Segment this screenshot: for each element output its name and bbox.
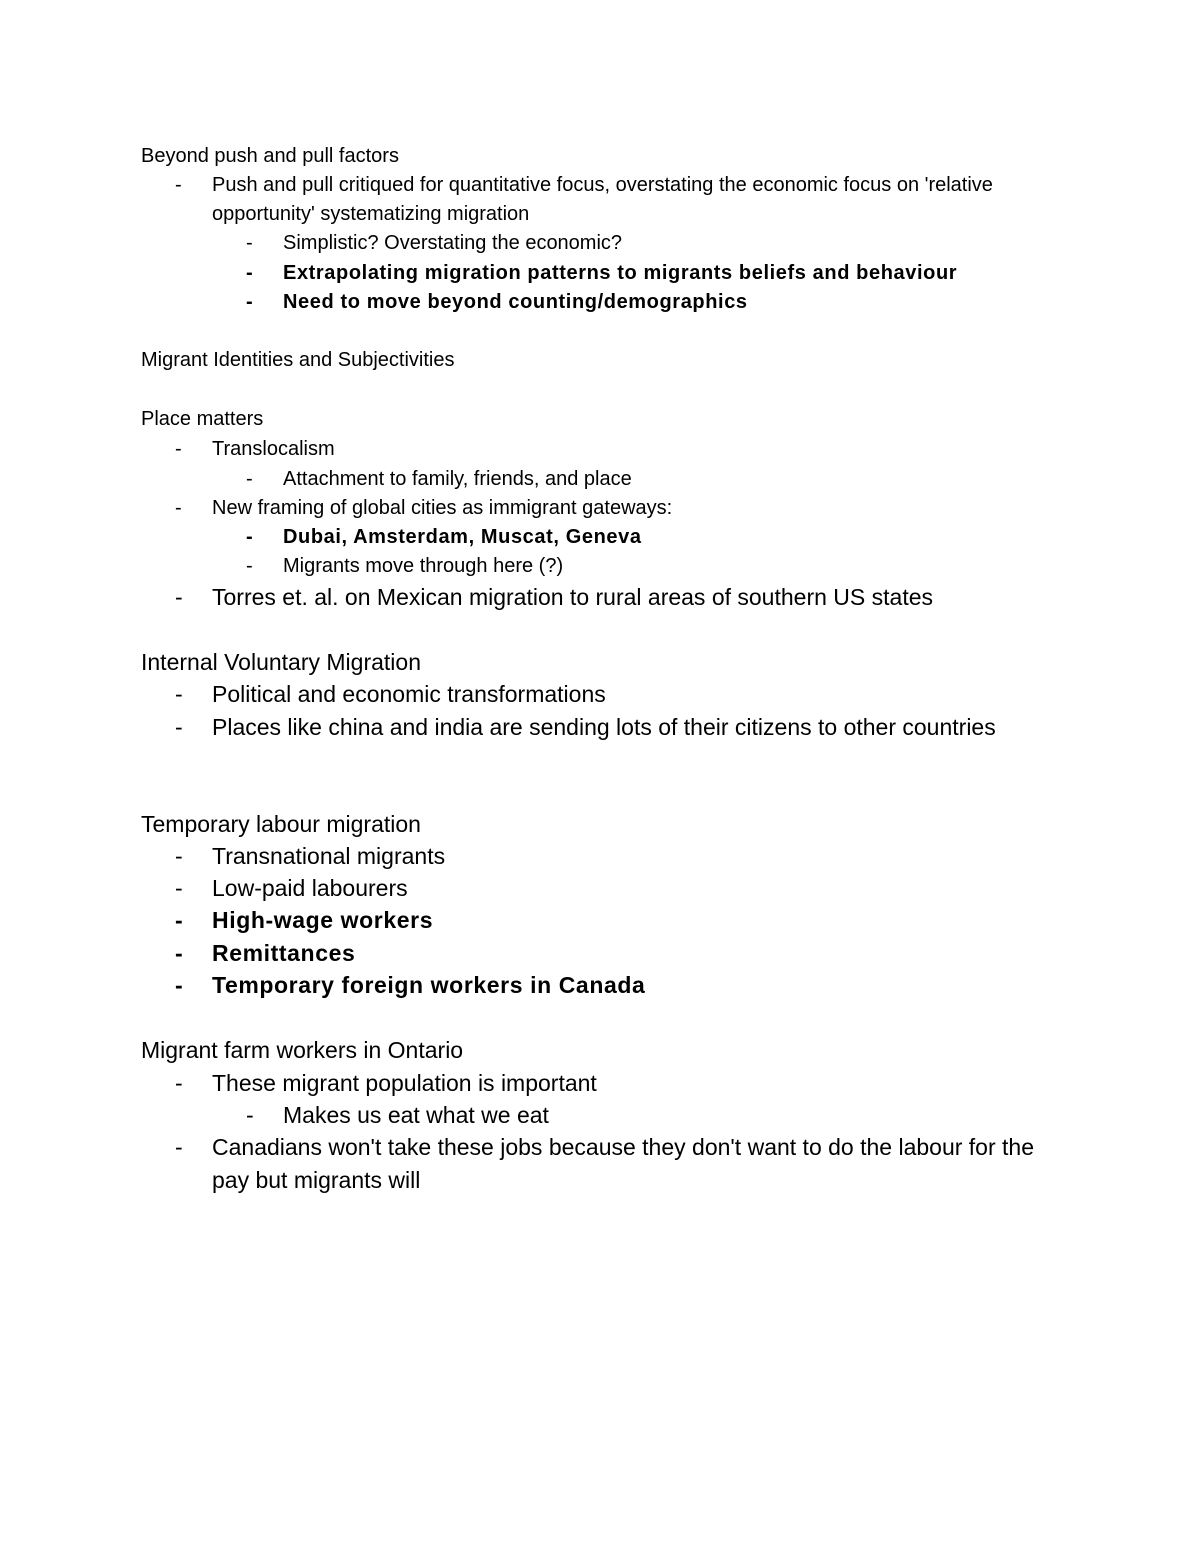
list-item: Migrants move through here (?) — [283, 555, 564, 577]
list-item-continuation: pay but migrants will — [212, 1167, 421, 1193]
section-heading: Internal Voluntary Migration — [141, 649, 421, 675]
list-item: Push and pull critiqued for quantitative focus, overstating the economic focus on 'relative — [212, 174, 993, 196]
bullet-dash: - — [175, 714, 183, 740]
list-item: Political and economic transformations — [212, 681, 606, 707]
section-heading: Place matters — [141, 408, 264, 430]
section-heading: Temporary labour migration — [141, 811, 421, 837]
list-item-bold: Dubai, Amsterdam, Muscat, Geneva — [283, 526, 642, 548]
bullet-dash: - — [175, 174, 182, 196]
list-item-bold: Extrapolating migration patterns to migrants beliefs and behaviour — [283, 262, 958, 284]
section-heading: Migrant Identities and Subjectivities — [141, 349, 455, 371]
bullet-dash: - — [175, 438, 182, 460]
bullet-dash: - — [175, 907, 183, 933]
list-item-bold: Remittances — [212, 940, 356, 966]
list-item: Makes us eat what we eat — [283, 1102, 549, 1128]
bullet-dash: - — [175, 940, 183, 966]
section-heading: Migrant farm workers in Ontario — [141, 1037, 464, 1063]
bullet-dash: - — [175, 875, 183, 901]
bullet-dash: - — [175, 1070, 183, 1096]
bullet-dash: - — [246, 262, 253, 284]
bullet-dash: - — [246, 1102, 254, 1128]
list-item: Attachment to family, friends, and place — [283, 468, 632, 490]
bullet-dash: - — [246, 555, 253, 577]
list-item: These migrant population is important — [212, 1070, 597, 1096]
bullet-dash: - — [175, 497, 182, 519]
section-heading: Beyond push and pull factors — [141, 145, 399, 167]
bullet-dash: - — [246, 526, 253, 548]
list-item: Low-paid labourers — [212, 875, 408, 901]
list-item-bold: High-wage workers — [212, 907, 434, 933]
bullet-dash: - — [175, 843, 183, 869]
bullet-dash: - — [246, 468, 253, 490]
bullet-dash: - — [246, 232, 253, 254]
list-item: New framing of global cities as immigrant gateways: — [212, 497, 673, 519]
list-item-bold: Need to move beyond counting/demographics — [283, 291, 748, 313]
list-item: Canadians won't take these jobs because they don't want to do the labour for the — [212, 1134, 1034, 1160]
list-item: Places like china and india are sending lots of their citizens to other countries — [212, 714, 996, 740]
list-item-continuation: opportunity' systematizing migration — [212, 203, 530, 225]
list-item: Torres et. al. on Mexican migration to rural areas of southern US states — [212, 584, 933, 610]
list-item: Translocalism — [212, 438, 335, 460]
list-item: Transnational migrants — [212, 843, 446, 869]
bullet-dash: - — [175, 681, 183, 707]
bullet-dash: - — [246, 291, 253, 313]
bullet-dash: - — [175, 584, 183, 610]
list-item-bold: Temporary foreign workers in Canada — [212, 972, 646, 998]
bullet-dash: - — [175, 972, 183, 998]
bullet-dash: - — [175, 1134, 183, 1160]
list-item: Simplistic? Overstating the economic? — [283, 232, 623, 254]
